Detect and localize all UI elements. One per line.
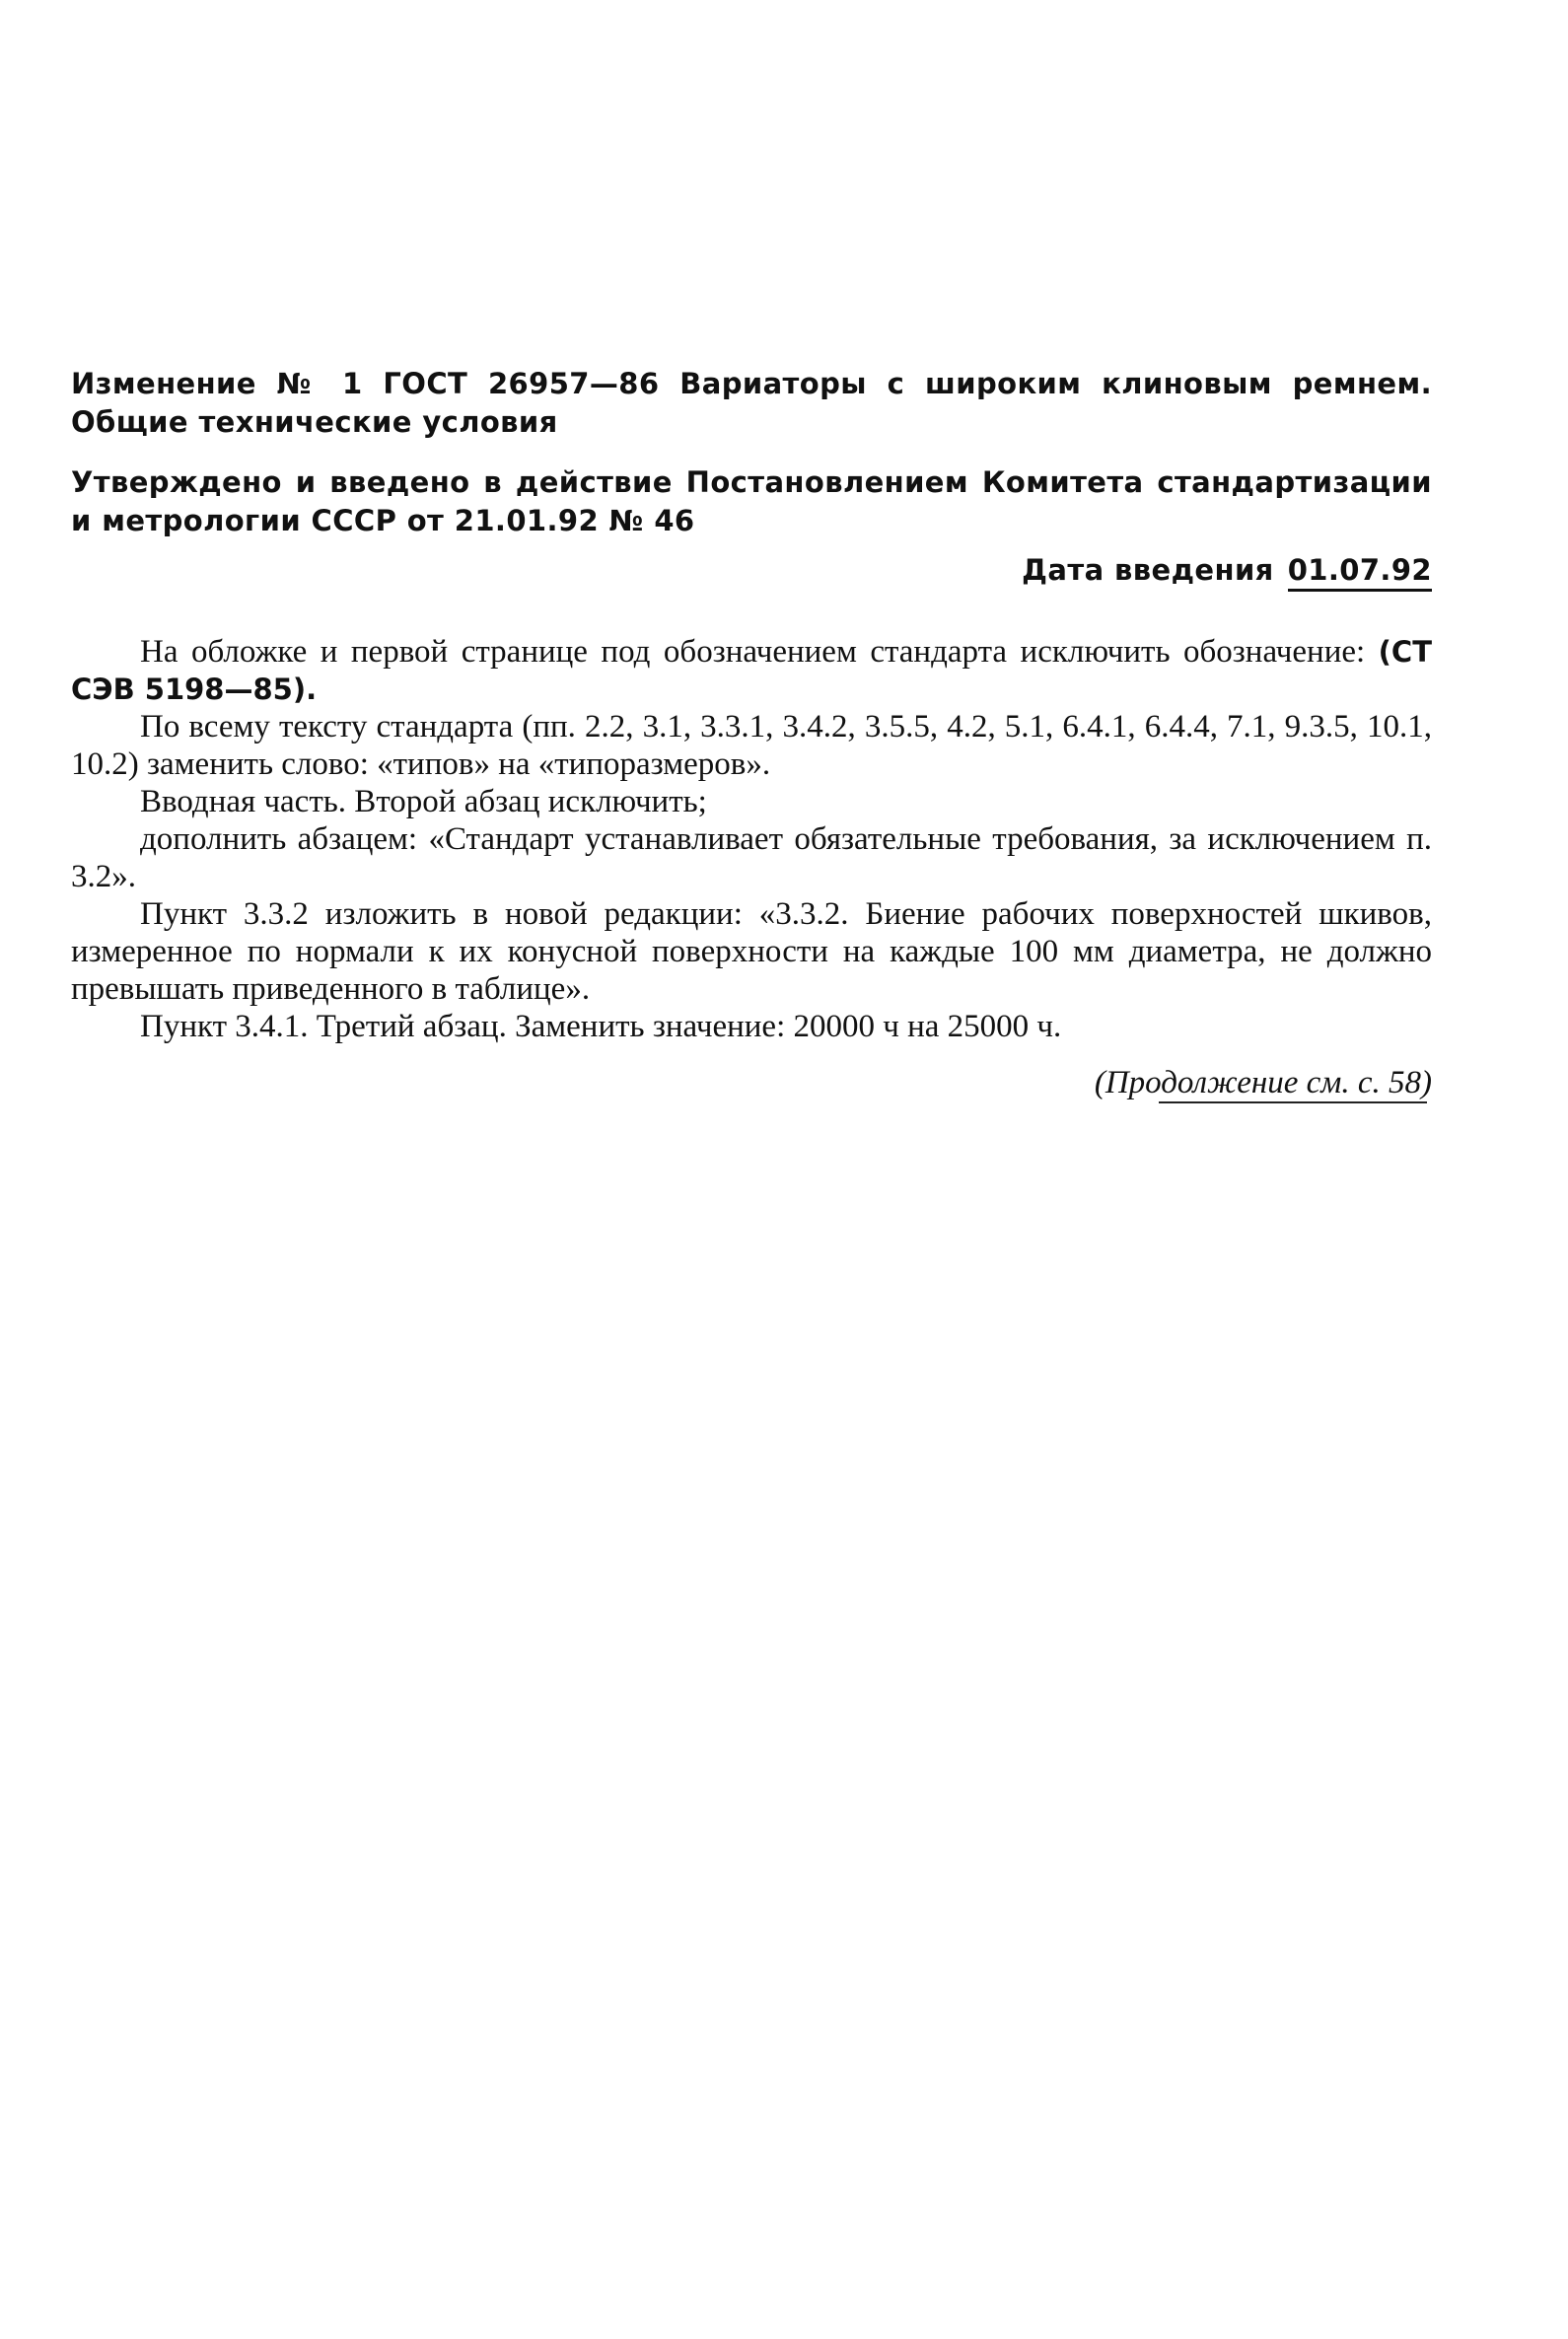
continuation-note: (Продолжение см. с. 58) (1094, 1065, 1432, 1100)
paragraph-replace-word: По всему тексту стандарта (пп. 2.2, 3.1, 3.3.1, 3.4.2, 3.5.5, 4.2, 5.1, 6.4.1, 6.4.4, 7.1, 9.3.5, 10.1, 10.2) заменить слово: «типов» на «типоразмеров». (71, 709, 1432, 782)
paragraph-add-clause: дополнить абзацем: «Стандарт устанавливает обязательные требования, за исключением п. 3.2». (71, 821, 1432, 894)
effective-date-label: Дата введения (1022, 553, 1274, 587)
paragraph-intro-part: Вводная часть. Второй абзац исключить; (140, 784, 707, 819)
paragraph-clause-3-3-2: Пункт 3.3.2 изложить в новой редакции: «3.3.2. Биение рабочих поверхностей шкивов, измеренное по нормали к их конусной поверхности на каждые 100 мм диаметра, не должно превышать приведенного в таблице». (71, 896, 1432, 1007)
effective-date-value: 01.07.92 (1288, 553, 1432, 592)
paragraph-text: На обложке и первой странице под обозначением стандарта исключить обозначение: (140, 634, 1379, 670)
removed-designation: (СТ СЭВ 5198—85). (71, 635, 1432, 706)
approval-statement: Утверждено и введено в действие Постановлением Комитета стандартизации и метрологии СССР от 21.01.92 № 46 (71, 465, 1432, 537)
paragraph-clause-3-4-1: Пункт 3.4.1. Третий абзац. Заменить значение: 20000 ч на 25000 ч. (140, 1009, 1062, 1044)
document-page (71, 365, 1432, 1101)
paragraph-cover (71, 633, 1432, 708)
document-body (71, 633, 1432, 1045)
end-rule (1159, 1101, 1427, 1103)
effective-date-line (71, 550, 1432, 590)
document-title: Изменение № 1 ГОСТ 26957—86 Вариаторы с широким клиновым ремнем. Общие технические условия (71, 367, 1432, 439)
